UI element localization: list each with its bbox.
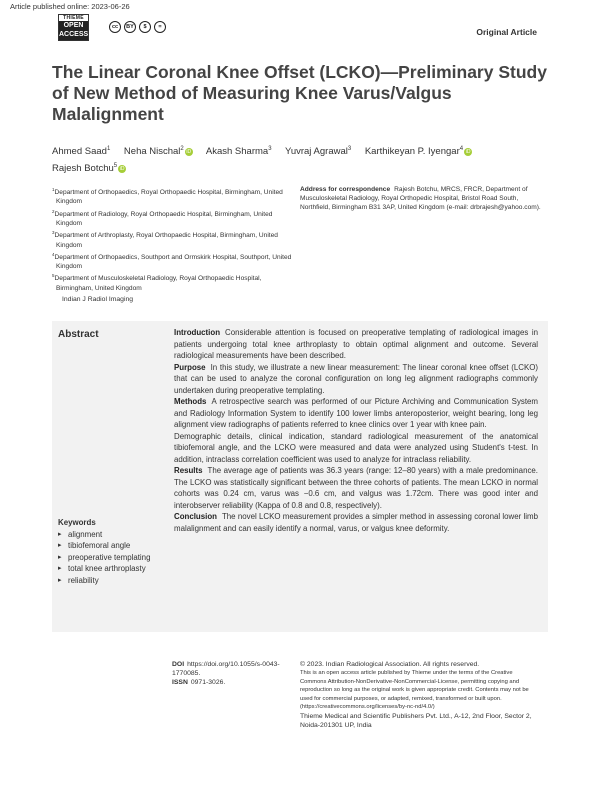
publication-date: Article published online: 2023-06-26 xyxy=(10,2,130,11)
keyword: ▸ total knee arthroplasty xyxy=(58,563,170,575)
abstract-section: Conclusion The novel LCKO measurement provides a simpler method in assessing coronal lower limb malalignment and can easily identify a normal, varus, or valgus knee deformity. xyxy=(174,512,538,533)
nc-icon: $ xyxy=(139,21,151,33)
affiliation: $^3$Department of Arthroplasty, Royal Orthopaedic Hospital, Birmingham, United Kingdom xyxy=(52,230,278,249)
abstract-section: Purpose In this study, we illustrate a new linear measurement: The linear coronal knee offset (LCKO) that can be used to analyze the coronal configuration on long leg alignment radiographs commonly undertaken during preoperative templating. xyxy=(174,362,538,395)
cc-icon: cc xyxy=(109,21,121,33)
author: Ahmed Saad$^1$ xyxy=(52,146,111,158)
article-title: The Linear Coronal Knee Offset (LCKO)—Preliminary Study of New Method of Measuring Knee Varus/Valgus Malalignment xyxy=(52,62,547,124)
abstract-heading: Abstract xyxy=(58,329,99,340)
orcid-icon[interactable]: iD xyxy=(119,166,125,173)
affiliation: $^5$Department of Musculoskeletal Radiology, Royal Orthopaedic Hospital, Birmingham, United Kingdom xyxy=(52,273,262,292)
license-text: This is an open access article published by Thieme under the terms of the Creative Commons Attribution-NonDerivative-NonCommercial-License, permitting copying and reproduction so long as the original work is given appropriate credit. Contents may not be used for commercial purposes, or adapted, remixed, transformed or built upon. (https://creativecommons.org/licenses/by-nc-nd/4.0/) xyxy=(300,670,529,711)
author: Karthikeyan P. Iyengar$^4$iD xyxy=(364,146,471,158)
correspondence-text: Rajesh Botchu, MRCS, FRCR, Department of Musculoskeletal Radiology, Royal Orthopedic Hospital, Bristol Road South, Northfield, Birmingham B31 3AP, United Kingdom (e-mail: drbrajesh@yahoo.com). xyxy=(300,186,541,212)
affiliations xyxy=(52,185,292,293)
abstract-section: Introduction Considerable attention is focused on preoperative templating of radiological images in patients undergoing total knee arthroplasty to obtain optimal alignment and outcome. Several radiological measurements have been described. xyxy=(174,328,538,360)
affiliation: $^2$Department of Radiology, Royal Orthopaedic Hospital, Birmingham, United Kingdom xyxy=(52,208,273,227)
copyright-line: © 2023. Indian Radiological Association. All rights reserved. xyxy=(300,661,480,668)
author: Neha Nischal$^2$iD xyxy=(123,146,192,158)
nd-icon: = xyxy=(154,21,166,33)
affiliation: $^1$Department of Orthopaedics, Royal Orthopaedic Hospital, Birmingham, United Kingdom xyxy=(52,187,283,206)
orcid-icon[interactable]: iD xyxy=(186,149,192,156)
open-access-logo: THIEME OPEN ACCESS xyxy=(58,14,89,41)
correspondence-label: Address for correspondence xyxy=(300,186,391,193)
correspondence-address xyxy=(300,185,550,213)
author: Akash Sharma$^3$ xyxy=(205,146,272,158)
doi-link[interactable]: https://doi.org/10.1055/s-0043-1770085. xyxy=(172,661,280,678)
article-type: Original Article xyxy=(476,27,537,37)
keyword: ▸ alignment xyxy=(58,529,170,541)
abstract-body xyxy=(174,327,538,534)
abstract-section: Methods A retrospective search was performed of our Picture Archiving and Communication System and Radiology Information System to identify 100 lower limbs anteroposterior, weight bearing, long leg alignment view radiographs of patients referred to knee clinics over 1 year with knee pain. xyxy=(174,397,538,429)
journal-name: Indian J Radiol Imaging xyxy=(62,296,134,303)
author: Yuvraj Agrawal$^3$ xyxy=(285,146,352,158)
publisher-address: Thieme Medical and Scientific Publishers Pvt. Ltd., A-12, 2nd Floor, Sector 2, Noida-201301 UP, India xyxy=(300,712,532,729)
keywords-heading: Keywords xyxy=(58,518,96,527)
abstract-box xyxy=(52,321,548,632)
abstract-section: Demographic details, clinical indication, standard radiological measurement of the anatomical tibiofemoral angle, and the LCKO were measured and data were analyzed using Student's t-test. In addition, intraclass correlation coefficient was used to analyze for intraclass reliability. xyxy=(174,431,538,464)
affiliation: $^4$Department of Orthopaedics, Southport and Ormskirk Hospital, Southport, United Kingdom xyxy=(52,251,292,271)
abstract-section: Results The average age of patients was 36.3 years (range: 12–80 years) with a male predominance. The LCKO was statistically significant between the three cohorts of patients. The mean LCKO in normal cohorts was 0.24 cm, varus was −0.6 cm, and valgus was 1.72cm. There was good inter and interobserver reliability (Kappa of 0.8 and 0.8, respectively). xyxy=(174,466,538,510)
orcid-icon[interactable]: iD xyxy=(465,149,471,156)
keyword: ▸ preoperative templating xyxy=(58,552,170,564)
copyright-block xyxy=(300,660,540,730)
keywords xyxy=(58,517,170,586)
keyword-list xyxy=(58,529,170,587)
author-list xyxy=(52,142,552,176)
author: Rajesh Botchu$^5$iD xyxy=(52,163,125,175)
creative-commons-icons xyxy=(109,21,166,33)
keyword: ▸ tibiofemoral angle xyxy=(58,540,170,552)
issn: 0971-3026. xyxy=(190,679,226,687)
keyword: ▸ reliability xyxy=(58,575,170,587)
by-icon: BY xyxy=(124,21,136,33)
doi-block: DOI https://doi.org/10.1055/s-0043-1770085. ISSN 0971-3026. xyxy=(172,661,280,687)
